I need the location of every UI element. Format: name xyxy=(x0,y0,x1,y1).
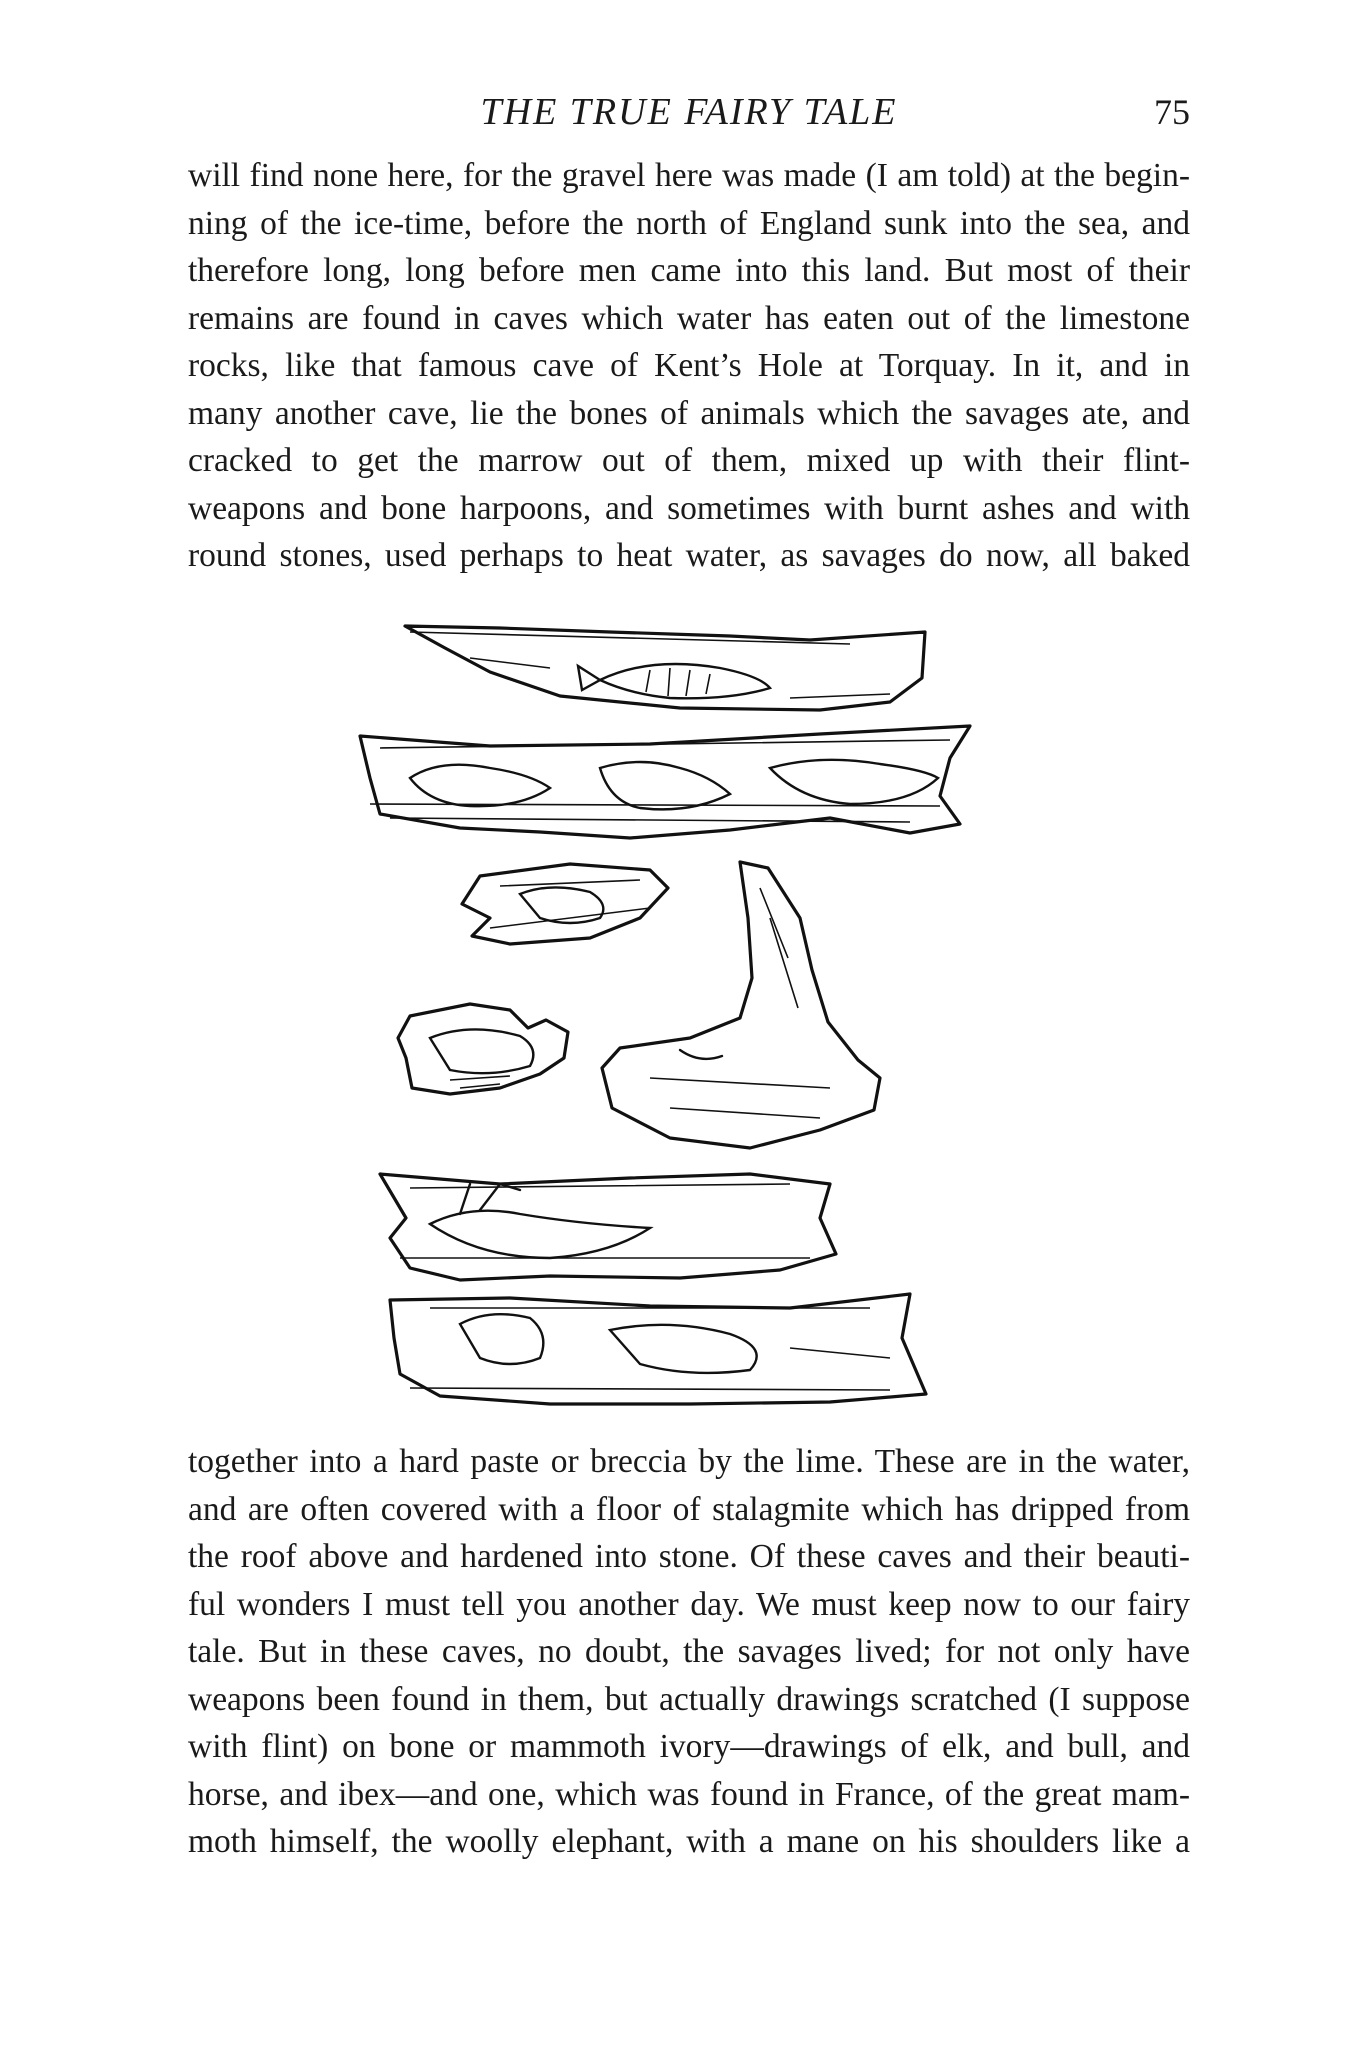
text-line: the roof above and hardened into stone. Of these caves and their beauti- xyxy=(188,1538,1190,1575)
page-number: 75 xyxy=(1154,92,1190,132)
bone-fragment-animals xyxy=(360,726,970,838)
bone-fragment-horses xyxy=(390,1294,926,1404)
text-line: and are often covered with a floor of stalagmite which has dripped from xyxy=(188,1490,1190,1528)
text-line: horse, and ibex—and one, which was found in France, of the great mam- xyxy=(188,1775,1190,1813)
paragraph-bottom xyxy=(188,1438,1190,1866)
text-line: weapons and bone harpoons, and sometimes with burnt ashes and with xyxy=(188,489,1190,527)
text-line: weapons been found in them, but actually drawings scratched (I suppose xyxy=(188,1680,1190,1718)
page-header xyxy=(188,82,1190,142)
text-line: together into a hard paste or breccia by the lime. These are in the water, xyxy=(188,1443,1190,1480)
text-line: ning of the ice-time, before the north of England sunk into the sea, and xyxy=(188,204,1190,242)
text-line: many another cave, lie the bones of animals which the savages ate, and xyxy=(188,394,1190,432)
paragraph-top xyxy=(188,152,1190,580)
engraved-bones-illustration xyxy=(350,618,1000,1408)
text-line: cracked to get the marrow out of them, mixed up with their flint- xyxy=(188,442,1190,479)
text-line: remains are found in caves which water has eaten out of the limestone xyxy=(188,299,1190,337)
text-line: tale. But in these caves, no doubt, the savages lived; for not only have xyxy=(188,1633,1190,1670)
text-line: rocks, like that famous cave of Kent’s Hole at Torquay. In it, and in xyxy=(188,347,1190,384)
text-line: moth himself, the woolly elephant, with a mane on his shoulders like a xyxy=(188,1823,1190,1860)
bone-fragment-small xyxy=(462,864,668,944)
text-line: round stones, used perhaps to heat water, as savages do now, all baked xyxy=(188,537,1190,574)
engraved-bone-fragments-icon xyxy=(350,618,1000,1408)
bone-fragment-elk xyxy=(380,1174,836,1280)
bone-fragment-bull xyxy=(398,1004,568,1094)
running-title: THE TRUE FAIRY TALE xyxy=(480,91,898,133)
text-line: will find none here, for the gravel here was made (I am told) at the begin- xyxy=(188,157,1190,194)
text-line: therefore long, long before men came into this land. But most of their xyxy=(188,252,1190,289)
text-line: ful wonders I must tell you another day. We must keep now to our fairy xyxy=(188,1585,1190,1623)
bone-fragment-fish xyxy=(405,626,925,710)
text-line: with flint) on bone or mammoth ivory—drawings of elk, and bull, and xyxy=(188,1728,1190,1765)
